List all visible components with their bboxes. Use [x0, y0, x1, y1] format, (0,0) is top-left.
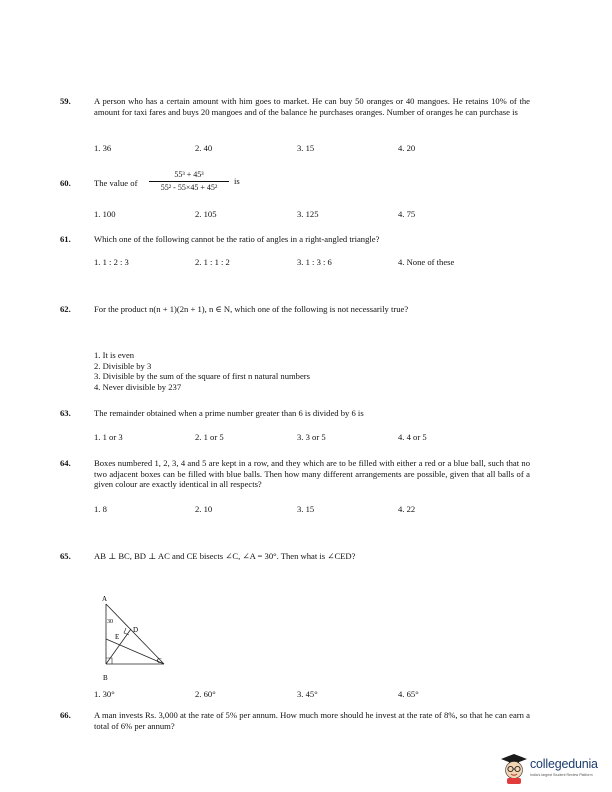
option-3: 3. 15	[297, 504, 315, 514]
option-4: 4. 20	[398, 143, 416, 153]
options-row	[94, 143, 514, 155]
statement-item: 3. Divisible by the sum of the square of first n natural numbers	[94, 371, 310, 382]
option-3: 3. 15	[297, 143, 315, 153]
label-d: D	[133, 626, 139, 634]
options-row	[94, 689, 514, 701]
statement-item: 1. It is even	[94, 350, 135, 360]
mascot-icon	[500, 752, 528, 784]
question-text	[94, 170, 530, 192]
right-angle-marker-d	[124, 628, 129, 635]
question-text-after: is	[234, 176, 240, 186]
question-number: 65.	[60, 551, 71, 561]
option-2: 2. 60°	[195, 689, 216, 699]
question-number: 64.	[60, 458, 71, 468]
question-number: 60.	[60, 178, 71, 188]
option-1: 1. 100	[94, 209, 116, 219]
option-4: 4. None of these	[398, 257, 455, 267]
options-row	[94, 209, 514, 221]
option-3: 3. 3 or 5	[297, 432, 326, 442]
option-1: 1. 30°	[94, 689, 115, 699]
question-text: Which one of the following cannot be the ratio of angles in a right-angled triangle?	[94, 234, 380, 244]
label-e: E	[115, 633, 120, 641]
option-1: 1. 36	[94, 143, 112, 153]
option-1: 1. 1 or 3	[94, 432, 123, 442]
question-number: 62.	[60, 304, 71, 314]
triangle-figure	[94, 592, 184, 684]
option-2: 2. 1 or 5	[195, 432, 224, 442]
option-4: 4. 65°	[398, 689, 419, 699]
question-text-before: The value of	[94, 178, 138, 188]
label-b: B	[103, 674, 108, 682]
question-number: 61.	[60, 234, 71, 244]
question-text: The remainder obtained when a prime number greater than 6 is divided by 6 is	[94, 408, 364, 418]
question-text: AB ⊥ BC, BD ⊥ AC and CE bisects ∠C, ∠A = 30°. Then what is ∠CED?	[94, 551, 356, 561]
statement-item: 4. Never divisible by 237	[94, 382, 182, 393]
angle-a-label: 30	[107, 619, 113, 625]
brand-tagline: India's largest Student Review Platform	[530, 773, 593, 777]
option-4: 4. 22	[398, 504, 416, 514]
question-text: Boxes numbered 1, 2, 3, 4 and 5 are kept in a row, and they which are to be filled with either a red or a blue ball, such that no two adjacent boxes can be filled with blue balls. Then how many different arrangements are possible, given that all balls of a given colour are exactly identical in all respects?	[94, 458, 530, 490]
question-text: A person who has a certain amount with him goes to market. He can buy 50 oranges or 40 mangoes. He retains 10% of the amount for taxi fares and buys 20 mangoes and of the balance he purchases oranges. Number of oranges he can purchase is	[94, 96, 530, 117]
option-2: 2. 105	[195, 209, 217, 219]
option-4: 4. 4 or 5	[398, 432, 427, 442]
label-a: A	[102, 595, 108, 603]
fraction-expression	[149, 170, 229, 193]
option-1: 1. 1 : 2 : 3	[94, 257, 129, 267]
question-number: 63.	[60, 408, 71, 418]
option-3: 3. 125	[297, 209, 319, 219]
options-row	[94, 432, 514, 444]
question-text: For the product n(n + 1)(2n + 1), n ∈ N, which one of the following is not necessarily true?	[94, 304, 409, 314]
label-c: C	[157, 657, 162, 665]
fraction-denominator: 55² - 55×45 + 45²	[160, 183, 218, 192]
options-row	[94, 257, 514, 269]
option-2: 2. 40	[195, 143, 213, 153]
brand-name: collegedunia	[530, 757, 598, 771]
options-row	[94, 504, 514, 516]
option-3: 3. 1 : 3 : 6	[297, 257, 332, 267]
statement-item: 2. Divisible by 3	[94, 360, 152, 371]
option-4: 4. 75	[398, 209, 416, 219]
option-2: 2. 1 : 1 : 2	[195, 257, 230, 267]
brand-logo	[500, 752, 608, 786]
option-3: 3. 45°	[297, 689, 318, 699]
question-number: 66.	[60, 710, 71, 720]
option-2: 2. 10	[195, 504, 213, 514]
fraction-numerator: 55³ + 45³	[149, 170, 229, 182]
question-number: 59.	[60, 96, 71, 106]
statement-list	[94, 350, 310, 393]
option-1: 1. 8	[94, 504, 107, 514]
question-text: A man invests Rs. 3,000 at the rate of 5% per annum. How much more should he invest at the rate of 8%, so that he can earn a total of 6% per annum?	[94, 710, 530, 731]
